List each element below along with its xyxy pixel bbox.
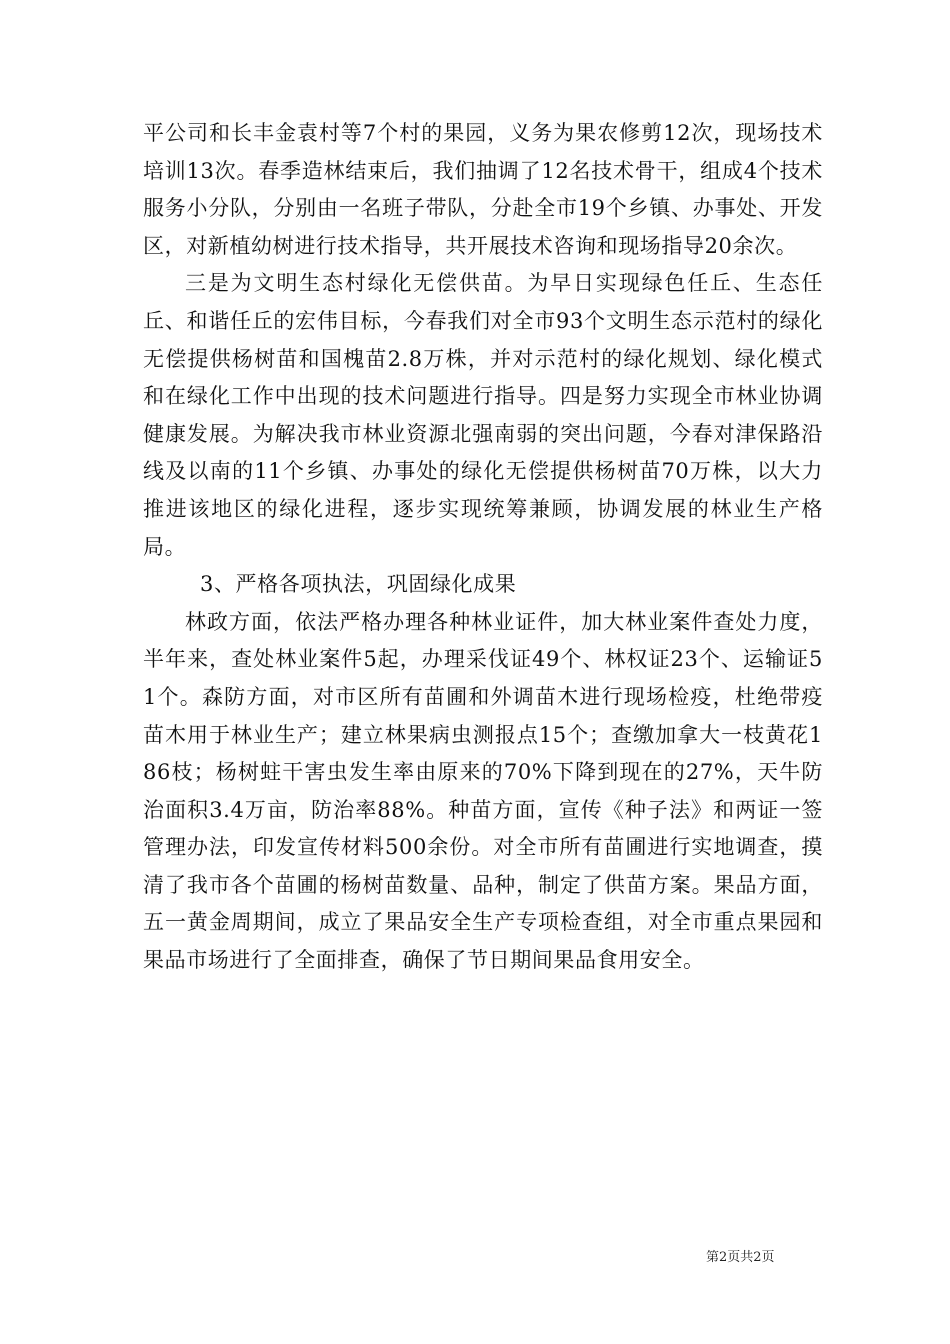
- paragraph-continuation: 平公司和长丰金袁村等7个村的果园，义务为果农修剪12次，现场技术培训13次。春季造林结束后，我们抽调了12名技术骨干，组成4个技术服务小分队，分别由一名班子带队，分赴全市19个乡镇、办事处、开发区，对新植幼树进行技术指导，共开展技术咨询和现场指导20余次。: [143, 121, 823, 258]
- paragraph-law-enforcement: 林政方面，依法严格办理各种林业证件，加大林业案件查处力度，半年来，查处林业案件5起，办理采伐证49个、林权证23个、运输证51个。森防方面，对市区所有苗圃和外调苗木进行现场检疫，杜绝带疫苗木用于林业生产；建立林果病虫测报点15个；查缴加拿大一枝黄花186枝；杨树蛀干害虫发生率由原来的70%下降到现在的27%，天牛防治面积3.4万亩，防治率88%。种苗方面，宣传《种子法》和两证一签管理办法，印发宣传材料500余份。对全市所有苗圃进行实地调查，摸清了我市各个苗圃的杨树苗数量、品种，制定了供苗方案。果品方面，五一黄金周期间，成立了果品安全生产专项检查组，对全市重点果园和果品市场进行了全面排查，确保了节日期间果品食用安全。: [143, 609, 823, 973]
- paragraph-free-seedlings: 三是为文明生态村绿化无偿供苗。为早日实现绿色任丘、生态任丘、和谐任丘的宏伟目标，今春我们对全市93个文明生态示范村的绿化无偿提供杨树苗和国槐苗2.8万株，并对示范村的绿化规划、绿化模式和在绿化工作中出现的技术问题进行指导。四是努力实现全市林业协调健康发展。为解决我市林业资源北强南弱的突出问题，今春对津保路沿线及以南的11个乡镇、办事处的绿化无偿提供杨树苗70万株，以大力推进该地区的绿化进程，逐步实现统筹兼顾，协调发展的林业生产格局。: [143, 271, 823, 559]
- document-body: [143, 115, 823, 980]
- section-heading-law-enforcement: 3、严格各项执法，巩固绿化成果: [200, 572, 517, 597]
- page-number-footer: 第2页共2页: [706, 1250, 775, 1265]
